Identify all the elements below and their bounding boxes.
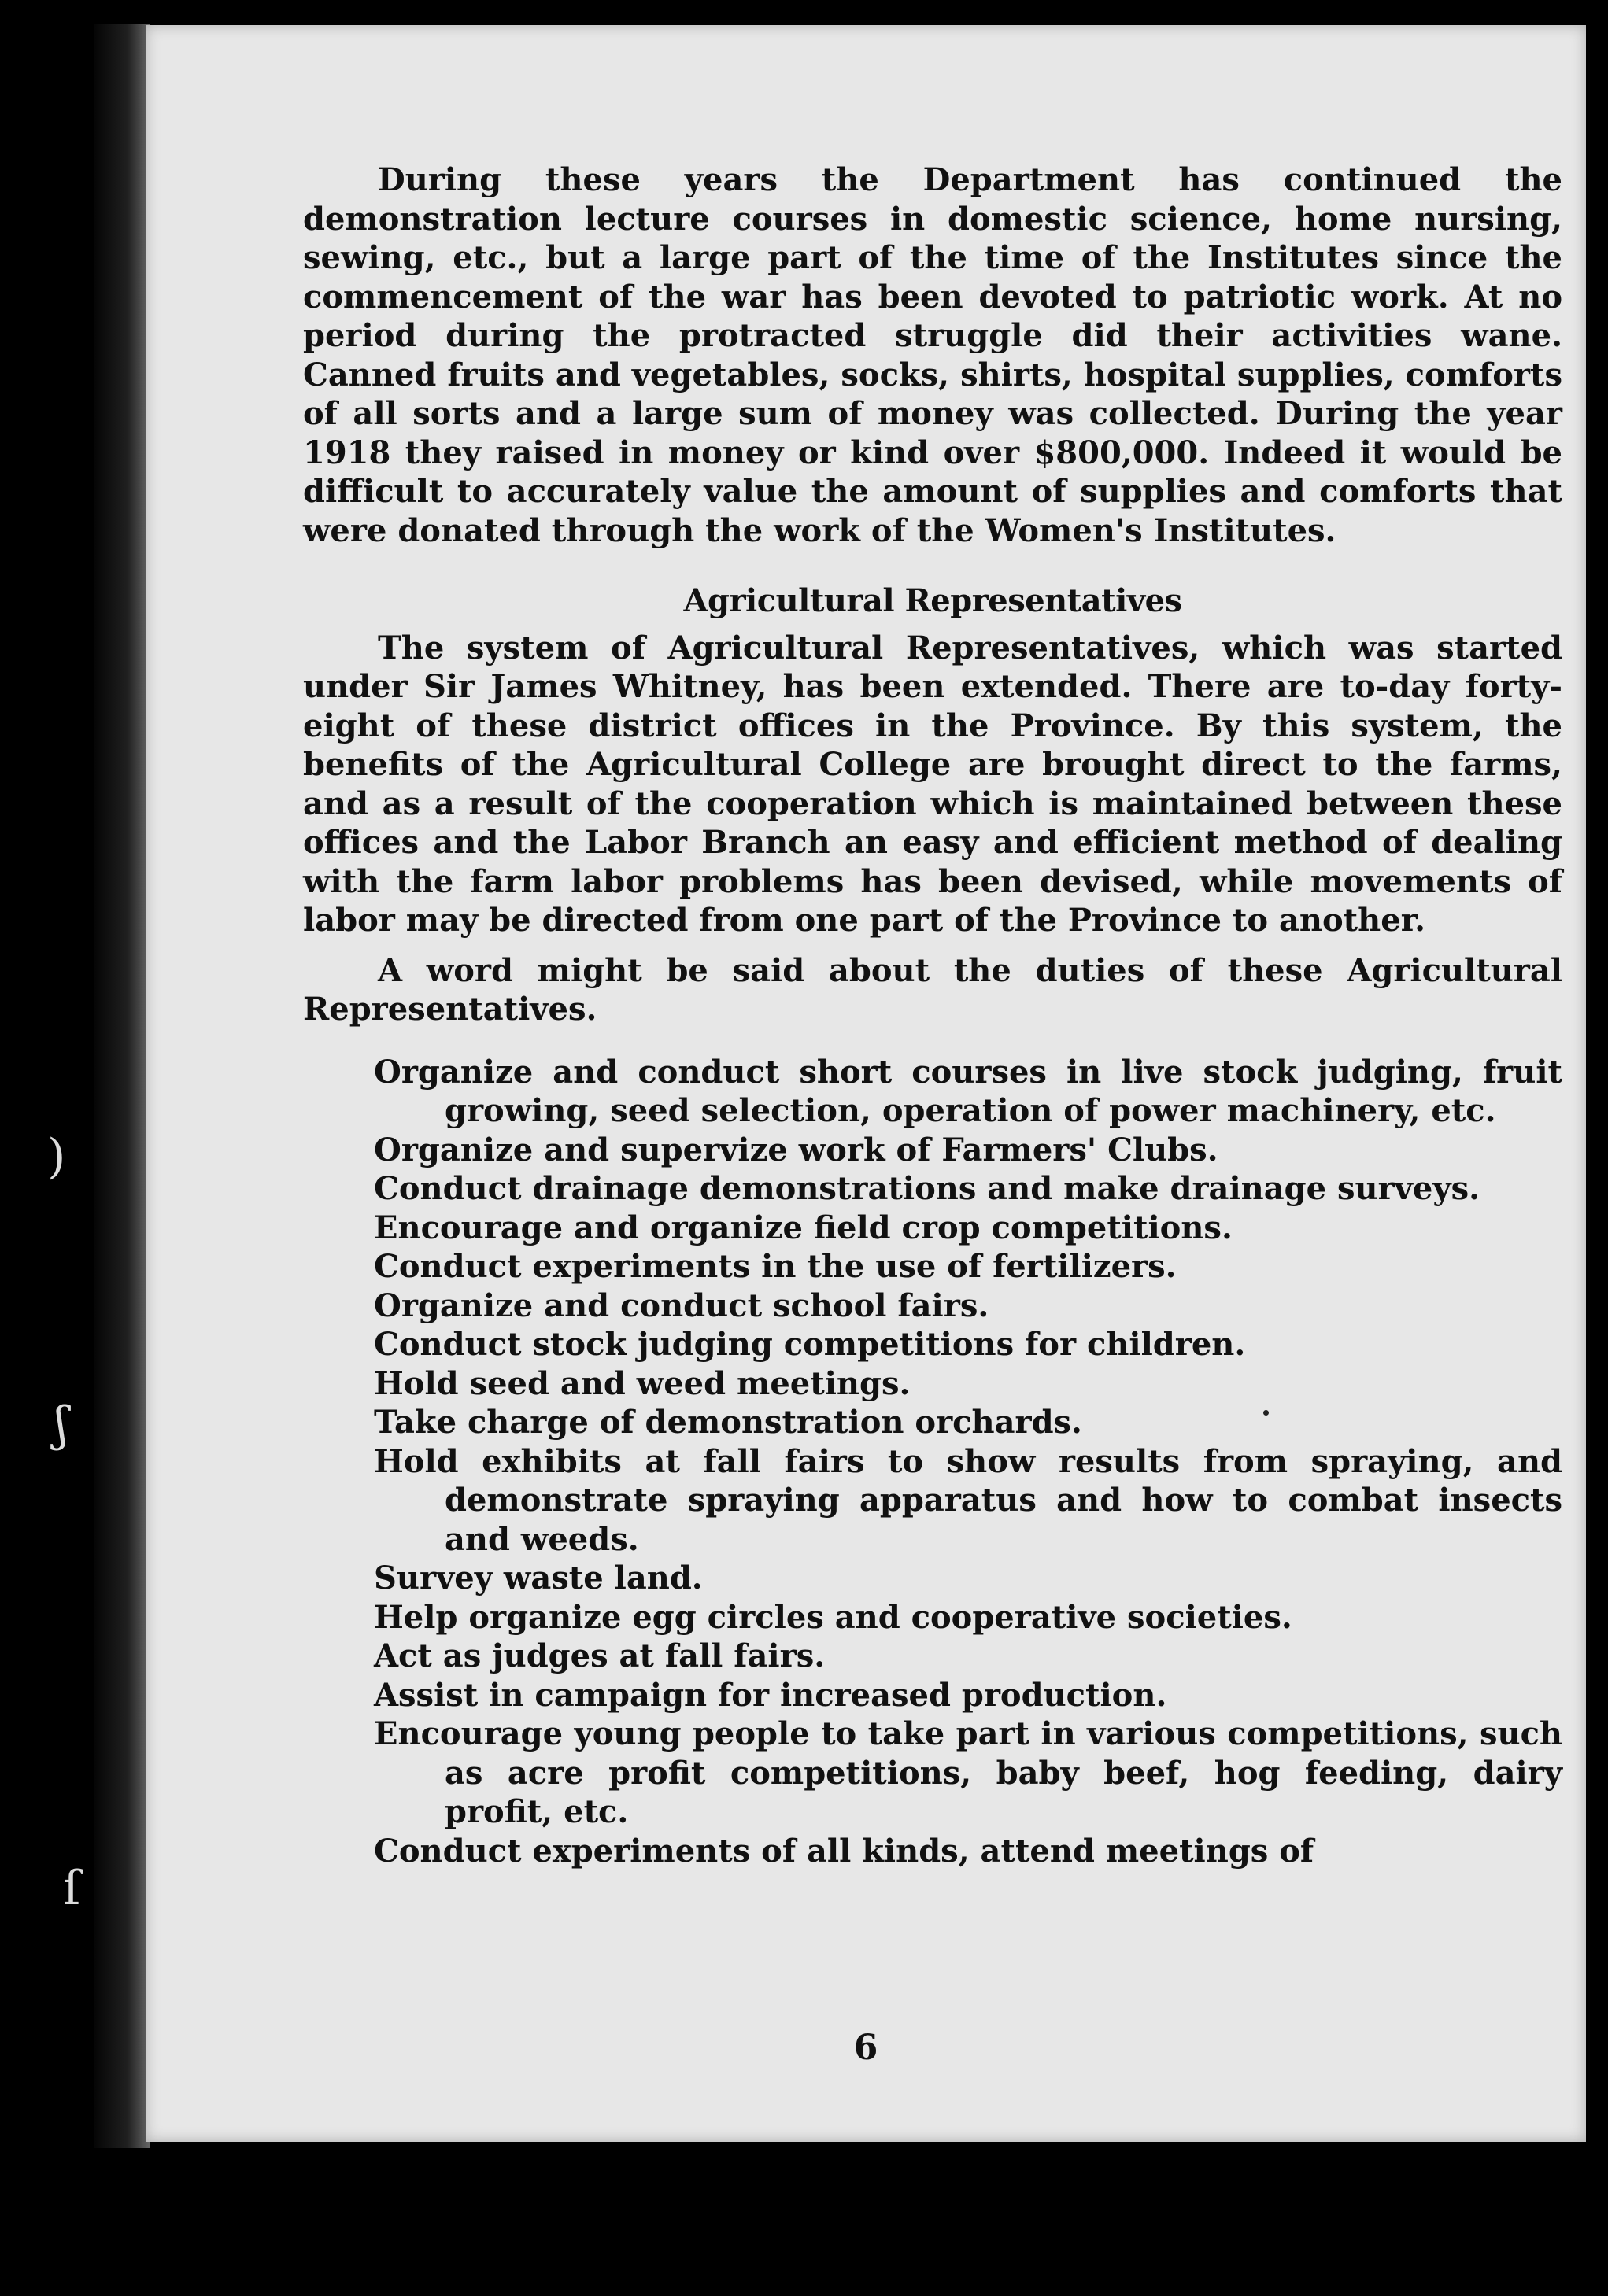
paragraph-womens-institutes: During these years the Department has continued the demonstration lecture courses in domestic science, home nursing, sewing, etc., but a large part of the time of the Institutes since the commencement of the war has been devoted to patriotic work. At no period during the protracted struggle did their activities wane. Canned fruits and vegetables, socks, shirts, hospital supplies, comforts of all sorts and a large sum of money was collected. During the year 1918 they raised in money or kind over $800,000. Indeed it would be difficult to accurately value the amount of supplies and comforts that were donated through the work of the Women's Institutes.	[303, 161, 1562, 549]
duty-item: Conduct experiments in the use of fertilizers.	[374, 1248, 1177, 1285]
duties-list	[303, 1053, 1562, 1871]
section-heading: Agricultural Representatives	[683, 582, 1182, 619]
page-number: 6	[853, 2028, 878, 2068]
duty-item: Organize and conduct short courses in live stock judging, fruit growing, seed selection, operation of power machinery, etc.	[374, 1053, 1562, 1129]
body-text	[303, 161, 1562, 1870]
ink-speck	[1263, 1410, 1269, 1416]
duty-item: Conduct stock judging competitions for children.	[374, 1326, 1246, 1363]
duty-item: Organize and supervize work of Farmers' Clubs.	[374, 1131, 1218, 1168]
document-page	[146, 25, 1586, 2142]
duty-item: Encourage young people to take part in various competitions, such as acre profit competitions, baby beef, hog feeding, dairy profit, etc.	[374, 1715, 1562, 1830]
duty-item: Conduct drainage demonstrations and make drainage surveys.	[374, 1170, 1480, 1207]
duty-item: Take charge of demonstration orchards.	[374, 1404, 1082, 1441]
duty-item: Conduct experiments of all kinds, attend meetings of	[374, 1832, 1314, 1870]
duty-item: Hold exhibits at fall fairs to show results from spraying, and demonstrate spraying apparatus and how to combat insects and weeds.	[374, 1442, 1562, 1558]
margin-ink-mark: )	[47, 1129, 66, 1184]
duty-item: Help organize egg circles and cooperative societies.	[374, 1598, 1292, 1636]
duty-item: Organize and conduct school fairs.	[374, 1286, 989, 1324]
duty-item: Encourage and organize field crop competitions.	[374, 1209, 1233, 1246]
paragraph-duties-intro: A word might be said about the duties of these Agricultural Representatives.	[303, 951, 1562, 1028]
duty-item: Act as judges at fall fairs.	[374, 1637, 826, 1674]
margin-ink-mark: ʃ	[55, 1397, 68, 1452]
duty-item: Hold seed and weed meetings.	[374, 1364, 911, 1402]
margin-ink-mark: ſ	[63, 1861, 81, 1916]
paragraph-agricultural-representatives: The system of Agricultural Representatives, which was started under Sir James Whitney, has been extended. There are to-day forty-eight of these district offices in the Province. By this system, the benefits of the Agricultural College are brought direct to the farms, and as a result of the cooperation which is maintained between these offices and the Labor Branch an easy and efficient method of dealing with the farm labor problems has been devised, while movements of labor may be directed from one part of the Province to another.	[303, 629, 1562, 939]
scan-left-edge	[94, 24, 150, 2148]
duty-item: Survey waste land.	[374, 1560, 703, 1596]
duty-item: Assist in campaign for increased production.	[374, 1676, 1167, 1714]
